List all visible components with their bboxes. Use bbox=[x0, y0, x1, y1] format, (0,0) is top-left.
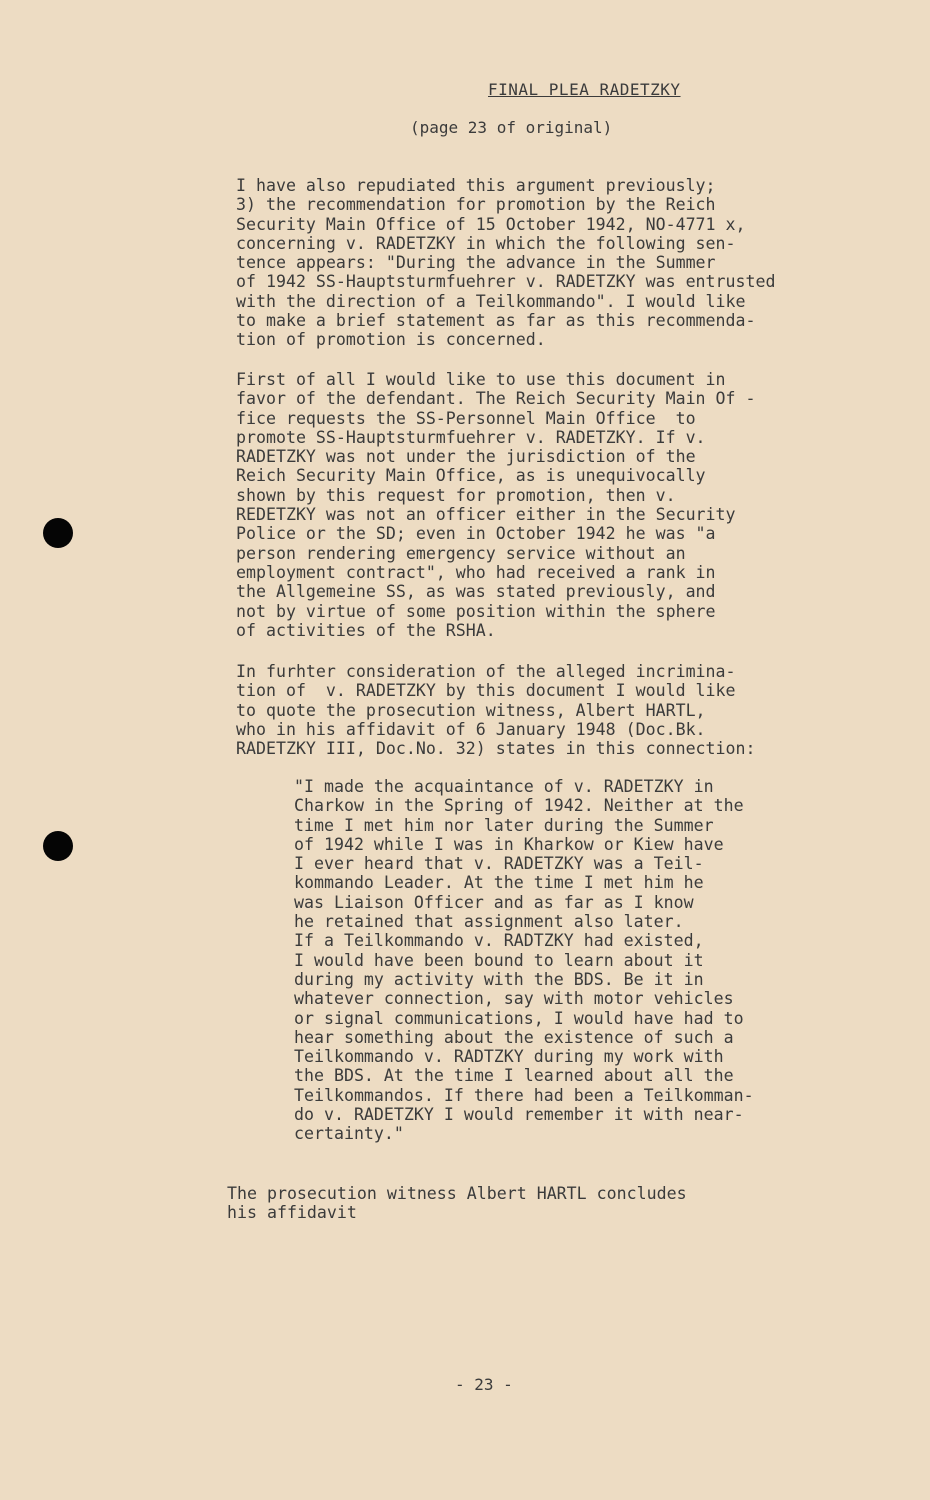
document-title: FINAL PLEA RADETZKY bbox=[488, 80, 681, 99]
punch-hole bbox=[43, 518, 73, 548]
text-line: of 1942 while I was in Kharkow or Kiew have bbox=[294, 834, 724, 854]
text-line: I ever heard that v. RADETZKY was a Teil- bbox=[294, 854, 704, 874]
text-line: The prosecution witness Albert HARTL concludes bbox=[227, 1184, 687, 1203]
text-line: fice requests the SS-Personnel Main Office to bbox=[236, 408, 696, 428]
text-line: during my activity with the BDS. Be it in bbox=[294, 969, 704, 989]
text-line: person rendering emergency service without an bbox=[236, 543, 686, 563]
text-line: REDETZKY was not an officer either in the Security bbox=[236, 505, 736, 525]
text-line: shown by this request for promotion, then v. bbox=[236, 485, 676, 505]
text-line: or signal communications, I would have had to bbox=[294, 1008, 744, 1028]
text-line: certainty." bbox=[294, 1124, 404, 1144]
text-line: of 1942 SS-Hauptsturmfuehrer v. RADETZKY was entrusted bbox=[236, 272, 776, 292]
text-line: of activities of the RSHA. bbox=[236, 620, 496, 640]
text-line: "I made the acquaintance of v. RADETZKY in bbox=[294, 777, 714, 796]
text-line: If a Teilkommando v. RADTZKY had existed, bbox=[294, 931, 704, 951]
text-line: I would have been bound to learn about it bbox=[294, 950, 704, 970]
text-line: the Allgemeine SS, as was stated previously, and bbox=[236, 582, 716, 602]
text-line: concerning v. RADETZKY in which the following sen- bbox=[236, 233, 736, 253]
affidavit-quote bbox=[294, 777, 754, 1144]
text-line: Charkow in the Spring of 1942. Neither at the bbox=[294, 796, 744, 816]
text-line: Security Main Office of 15 October 1942, NO-4771 x, bbox=[236, 214, 746, 234]
paragraph-4 bbox=[227, 1184, 687, 1223]
text-line: to make a brief statement as far as this recommenda- bbox=[236, 311, 756, 331]
text-line: time I met him nor later during the Summer bbox=[294, 815, 714, 835]
text-line: RADETZKY was not under the jurisdiction of the bbox=[236, 447, 696, 467]
text-line: tion of promotion is concerned. bbox=[236, 330, 546, 350]
paragraph-1 bbox=[236, 176, 775, 350]
text-line: he retained that assignment also later. bbox=[294, 912, 684, 932]
punch-hole bbox=[43, 831, 73, 861]
text-line: In furhter consideration of the alleged incrimina- bbox=[236, 662, 736, 681]
text-line: Teilkommandos. If there had been a Teilkomman- bbox=[294, 1085, 754, 1105]
text-line: RADETZKY III, Doc.No. 32) states in this connection: bbox=[236, 739, 756, 759]
paragraph-2 bbox=[236, 370, 756, 640]
text-line: his affidavit bbox=[227, 1203, 357, 1223]
text-line: hear something about the existence of such a bbox=[294, 1027, 734, 1047]
text-line: promote SS-Hauptsturmfuehrer v. RADETZKY. If v. bbox=[236, 427, 706, 447]
text-line: 3) the recommendation for promotion by the Reich bbox=[236, 195, 716, 215]
text-line: tence appears: "During the advance in the Summer bbox=[236, 253, 716, 273]
text-line: with the direction of a Teilkommando". I would like bbox=[236, 291, 746, 311]
text-line: Police or the SD; even in October 1942 he was "a bbox=[236, 524, 716, 544]
text-line: who in his affidavit of 6 January 1948 (Doc.Bk. bbox=[236, 719, 706, 739]
text-line: favor of the defendant. The Reich Security Main Of - bbox=[236, 389, 756, 409]
text-line: not by virtue of some position within the sphere bbox=[236, 601, 716, 621]
text-line: I have also repudiated this argument previously; bbox=[236, 176, 716, 195]
text-line: whatever connection, say with motor vehicles bbox=[294, 989, 734, 1009]
text-line: was Liaison Officer and as far as I know bbox=[294, 892, 694, 912]
page-number: - 23 - bbox=[455, 1375, 513, 1394]
paragraph-3 bbox=[236, 662, 756, 758]
text-line: to quote the prosecution witness, Albert HARTL, bbox=[236, 700, 706, 720]
text-line: the BDS. At the time I learned about all the bbox=[294, 1066, 734, 1086]
document-subtitle: (page 23 of original) bbox=[410, 118, 613, 137]
text-line: tion of v. RADETZKY by this document I would like bbox=[236, 681, 736, 701]
text-line: kommando Leader. At the time I met him he bbox=[294, 873, 704, 893]
text-line: employment contract", who had received a rank in bbox=[236, 562, 716, 582]
text-line: First of all I would like to use this document in bbox=[236, 370, 726, 389]
text-line: Reich Security Main Office, as is unequivocally bbox=[236, 466, 706, 486]
text-line: Teilkommando v. RADTZKY during my work with bbox=[294, 1047, 724, 1067]
text-line: do v. RADETZKY I would remember it with near- bbox=[294, 1105, 744, 1125]
